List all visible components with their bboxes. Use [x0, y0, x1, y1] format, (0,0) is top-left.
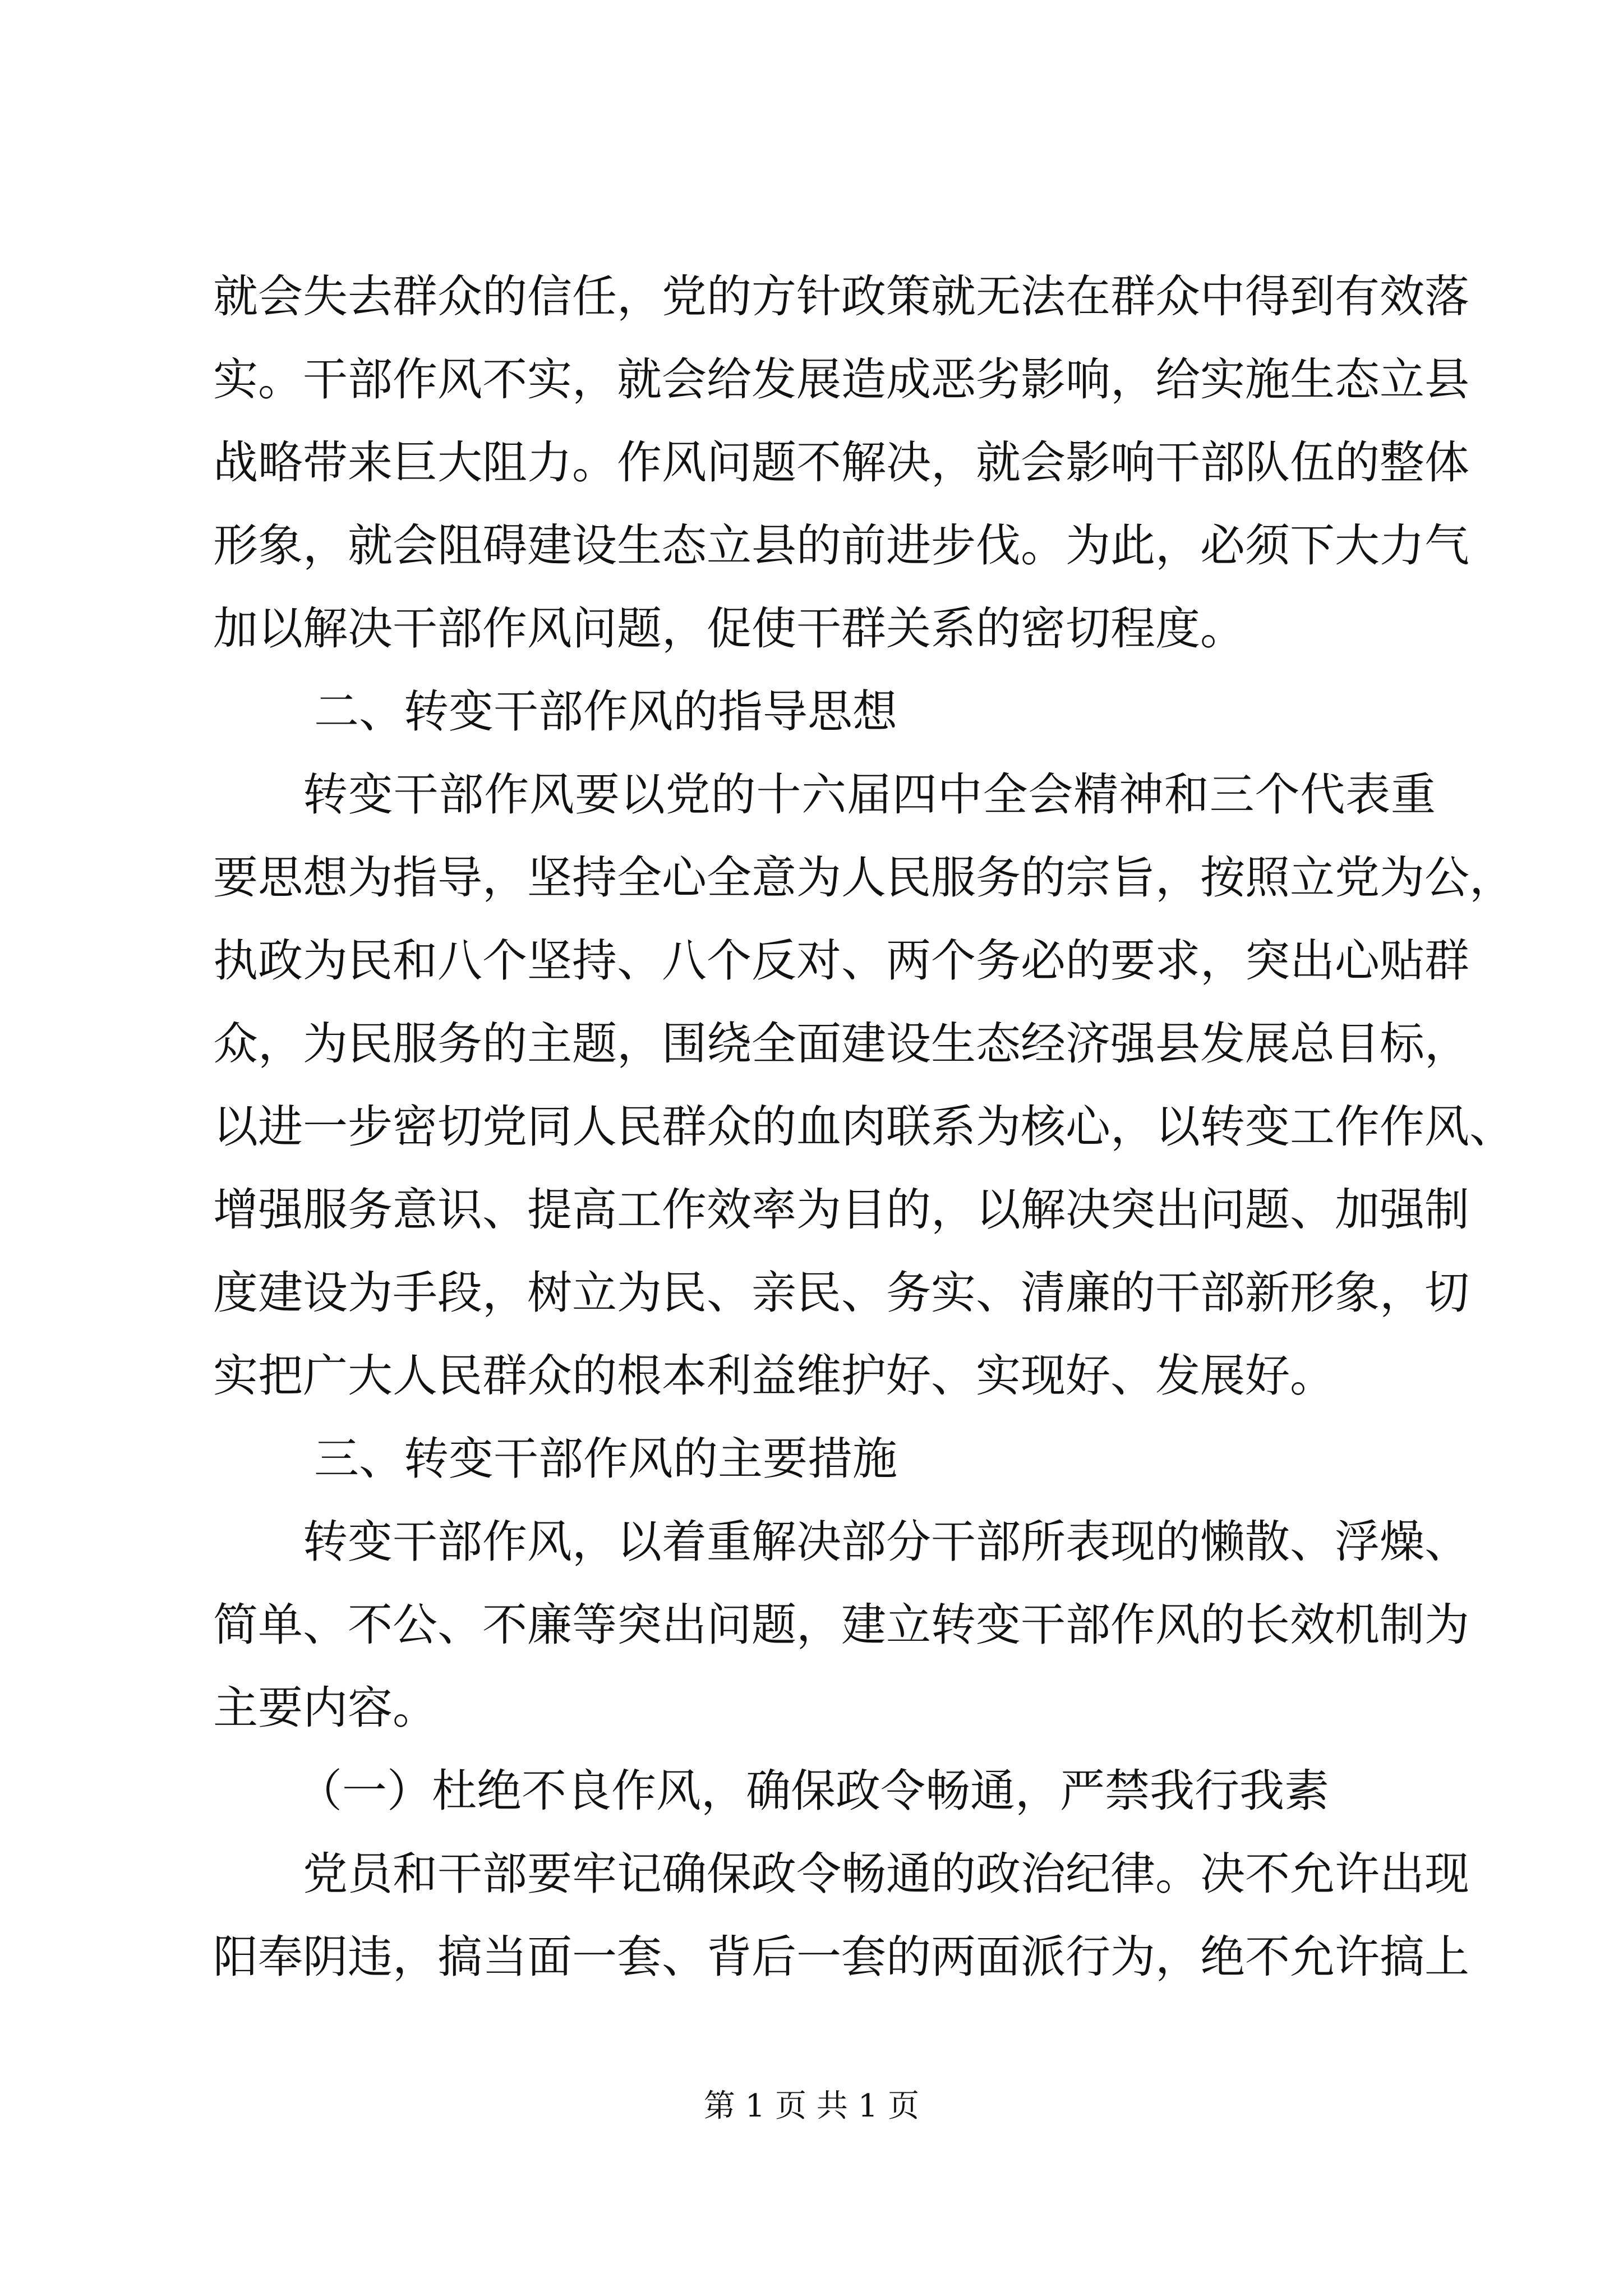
section-heading: 二、转变干部作风的指导思想 — [314, 685, 897, 738]
page-number-footer: 第 1 页 共 1 页 — [703, 2088, 920, 2124]
paragraph-line: 战略带来巨大阻力。作风问题不解决，就会影响干部队伍的整体 — [213, 436, 1469, 489]
paragraph-line: 实把广大人民群众的根本利益维护好、实现好、发展好。 — [213, 1350, 1335, 1402]
paragraph-line: 众，为民服务的主题，围绕全面建设生态经济强县发展总目标， — [213, 1018, 1469, 1070]
subsection-heading: （一）杜绝不良作风，确保政令畅通，严禁我行我素 — [297, 1765, 1329, 1817]
paragraph-line: 形象，就会阻碍建设生态立县的前进步伐。为此，必须下大力气 — [213, 519, 1469, 572]
paragraph-line: 执政为民和八个坚持、八个反对、两个务必的要求，突出心贴群 — [213, 935, 1469, 987]
paragraph-line: 以进一步密切党同人民群众的血肉联系为核心，以转变工作作风、 — [213, 1101, 1514, 1153]
paragraph-line: 阳奉阴违，搞当面一套、背后一套的两面派行为，绝不允许搞上 — [213, 1931, 1469, 1983]
paragraph-line: 转变干部作风要以党的十六届四中全会精神和三个代表重 — [303, 769, 1436, 821]
paragraph-line: 度建设为手段，树立为民、亲民、务实、清廉的干部新形象，切 — [213, 1267, 1469, 1319]
paragraph-line: 转变干部作风，以着重解决部分干部所表现的懒散、浮燥、 — [303, 1516, 1469, 1568]
paragraph-line: 增强服务意识、提高工作效率为目的，以解决突出问题、加强制 — [213, 1184, 1469, 1236]
paragraph-line: 主要内容。 — [213, 1682, 437, 1734]
paragraph-line: 要思想为指导，坚持全心全意为人民服务的宗旨，按照立党为公， — [213, 852, 1514, 904]
document-body — [213, 255, 1514, 1999]
paragraph-line: 简单、不公、不廉等突出问题，建立转变干部作风的长效机制为 — [213, 1599, 1469, 1651]
paragraph-line: 就会失去群众的信任，党的方针政策就无法在群众中得到有效落 — [213, 270, 1469, 323]
paragraph-line: 加以解决干部作风问题，促使干群关系的密切程度。 — [213, 602, 1245, 655]
paragraph-line: 党员和干部要牢记确保政令畅通的政治纪律。决不允许出现 — [303, 1848, 1469, 1900]
paragraph-line: 实。干部作风不实，就会给发展造成恶劣影响，给实施生态立县 — [213, 353, 1469, 406]
section-heading: 三、转变干部作风的主要措施 — [314, 1433, 897, 1485]
